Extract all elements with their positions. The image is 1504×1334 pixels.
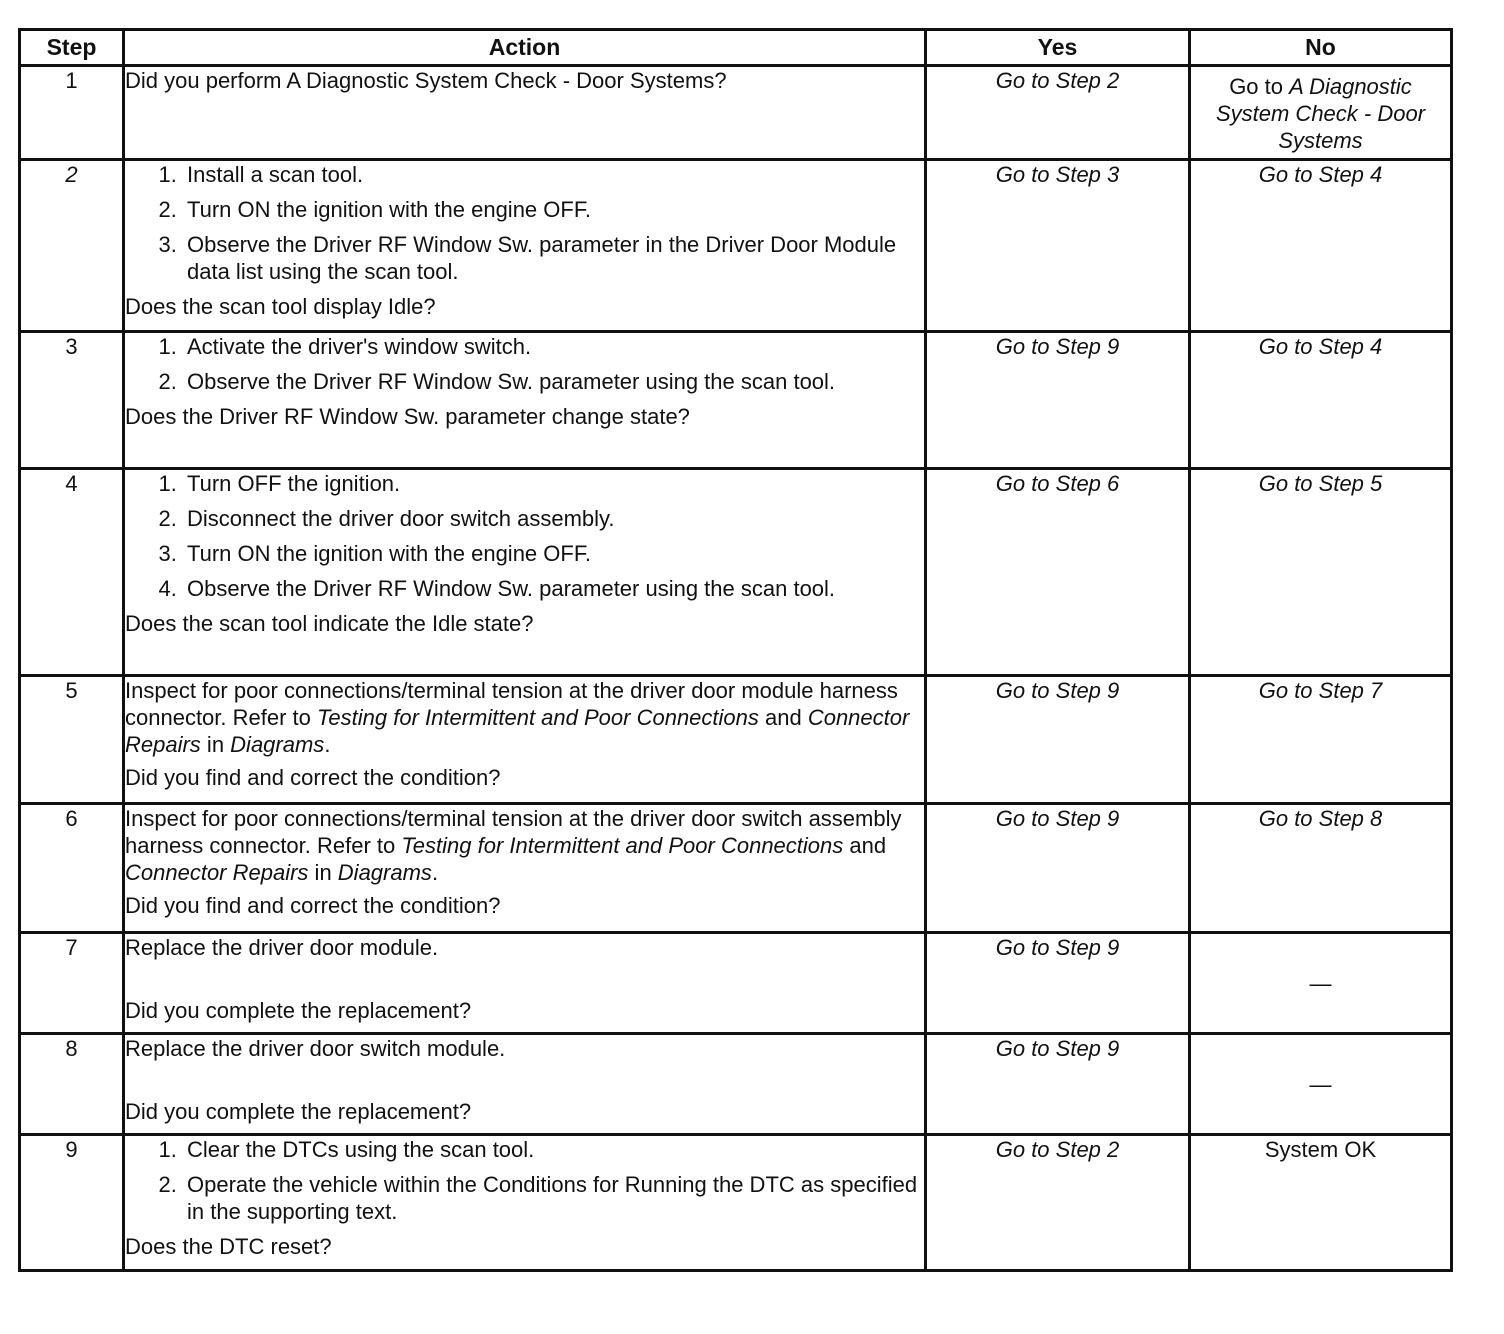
yes-result: Go to Step 3 bbox=[926, 160, 1190, 332]
header-step: Step bbox=[20, 30, 124, 66]
table-row bbox=[20, 332, 1452, 469]
action-cell bbox=[124, 469, 926, 676]
action-text: Replace the driver door module. bbox=[125, 935, 439, 960]
no-result: System OK bbox=[1190, 1135, 1452, 1271]
diagnostic-table bbox=[18, 28, 1453, 1272]
no-result: — bbox=[1190, 1034, 1452, 1135]
table-row bbox=[20, 469, 1452, 676]
action-cell bbox=[124, 332, 926, 469]
action-text-part: Inspect for poor connections/terminal tension at the driver door module harness connector. Refer to bbox=[125, 678, 898, 730]
action-step-item: 4. Observe the Driver RF Window Sw. parameter using the scan tool. bbox=[183, 575, 924, 602]
doc-reference: Diagrams bbox=[230, 732, 325, 757]
action-text bbox=[125, 805, 924, 886]
action-cell bbox=[124, 1135, 926, 1271]
action-step-item: 2. Observe the Driver RF Window Sw. parameter using the scan tool. bbox=[183, 368, 924, 395]
action-text-part: Inspect for poor connections/terminal tension at the driver door switch assembly harness connector. Refer to bbox=[125, 806, 902, 858]
action-text: Did you perform A Diagnostic System Check - Door Systems? bbox=[125, 68, 727, 93]
action-question: Does the scan tool display Idle? bbox=[125, 294, 436, 319]
action-text-part: in bbox=[200, 732, 231, 757]
no-result: Go to Step 4 bbox=[1190, 160, 1452, 332]
header-row bbox=[20, 30, 1452, 66]
step-number: 9 bbox=[20, 1135, 124, 1271]
action-text-part: and bbox=[758, 705, 808, 730]
yes-result: Go to Step 2 bbox=[926, 1135, 1190, 1271]
action-step-item: 2. Operate the vehicle within the Conditions for Running the DTC as specified in the supporting text. bbox=[183, 1171, 924, 1225]
action-step-item: 1. Install a scan tool. bbox=[183, 161, 924, 188]
step-number: 5 bbox=[20, 676, 124, 804]
action-text: Replace the driver door switch module. bbox=[125, 1036, 506, 1061]
doc-reference: Connector Repairs bbox=[125, 860, 309, 885]
action-text-part: . bbox=[431, 860, 439, 885]
yes-result: Go to Step 9 bbox=[926, 933, 1190, 1034]
action-question: Did you find and correct the condition? bbox=[125, 893, 501, 918]
action-text-part: in bbox=[308, 860, 338, 885]
action-cell bbox=[124, 804, 926, 933]
table-row bbox=[20, 160, 1452, 332]
doc-reference: Diagrams bbox=[337, 860, 432, 885]
no-result: — bbox=[1190, 933, 1452, 1034]
action-cell bbox=[124, 1034, 926, 1135]
header-action: Action bbox=[124, 30, 926, 66]
action-steps-list bbox=[125, 333, 924, 395]
step-number: 8 bbox=[20, 1034, 124, 1135]
action-question: Did you complete the replacement? bbox=[125, 998, 472, 1023]
doc-reference: Testing for Intermittent and Poor Connections bbox=[401, 833, 844, 858]
action-step-item: 1. Turn OFF the ignition. bbox=[183, 470, 924, 497]
action-steps-list bbox=[125, 470, 924, 602]
action-steps-list bbox=[125, 1136, 924, 1225]
header-yes: Yes bbox=[926, 30, 1190, 66]
table-row bbox=[20, 66, 1452, 160]
action-question: Did you find and correct the condition? bbox=[125, 765, 501, 790]
action-question: Did you complete the replacement? bbox=[125, 1099, 472, 1124]
action-step-item: 2. Turn ON the ignition with the engine OFF. bbox=[183, 196, 924, 223]
action-steps-list bbox=[125, 161, 924, 285]
yes-result: Go to Step 6 bbox=[926, 469, 1190, 676]
action-step-item: 2. Disconnect the driver door switch assembly. bbox=[183, 505, 924, 532]
table-row bbox=[20, 676, 1452, 804]
step-number: 2 bbox=[20, 160, 124, 332]
action-question: Does the DTC reset? bbox=[125, 1234, 332, 1259]
no-result bbox=[1190, 66, 1452, 160]
table-row bbox=[20, 933, 1452, 1034]
yes-result: Go to Step 9 bbox=[926, 676, 1190, 804]
doc-reference: Testing for Intermittent and Poor Connections bbox=[317, 705, 759, 730]
yes-result: Go to Step 9 bbox=[926, 804, 1190, 933]
no-result-prefix: Go to bbox=[1229, 74, 1290, 99]
yes-result: Go to Step 9 bbox=[926, 1034, 1190, 1135]
action-text-part: and bbox=[843, 833, 887, 858]
action-step-item: 3. Observe the Driver RF Window Sw. parameter in the Driver Door Module data list using the scan tool. bbox=[183, 231, 924, 285]
step-number: 4 bbox=[20, 469, 124, 676]
action-step-item: 1. Activate the driver's window switch. bbox=[183, 333, 924, 360]
table-row bbox=[20, 1135, 1452, 1271]
action-step-item: 3. Turn ON the ignition with the engine OFF. bbox=[183, 540, 924, 567]
step-number: 6 bbox=[20, 804, 124, 933]
action-cell bbox=[124, 676, 926, 804]
step-number: 7 bbox=[20, 933, 124, 1034]
action-cell bbox=[124, 160, 926, 332]
action-question: Does the Driver RF Window Sw. parameter change state? bbox=[125, 404, 690, 429]
no-result: Go to Step 4 bbox=[1190, 332, 1452, 469]
step-number: 1 bbox=[20, 66, 124, 160]
action-step-item: 1. Clear the DTCs using the scan tool. bbox=[183, 1136, 924, 1163]
header-no: No bbox=[1190, 30, 1452, 66]
no-result: Go to Step 8 bbox=[1190, 804, 1452, 933]
table-row bbox=[20, 804, 1452, 933]
yes-result: Go to Step 9 bbox=[926, 332, 1190, 469]
action-question: Does the scan tool indicate the Idle state? bbox=[125, 611, 534, 636]
no-result: Go to Step 5 bbox=[1190, 469, 1452, 676]
yes-result: Go to Step 2 bbox=[926, 66, 1190, 160]
action-text-part: . bbox=[324, 732, 331, 757]
no-result-reference: A Diagnostic System Check - Door Systems bbox=[1215, 74, 1426, 153]
doc-reference: Connector Repairs bbox=[125, 705, 910, 757]
no-result: Go to Step 7 bbox=[1190, 676, 1452, 804]
table-row bbox=[20, 1034, 1452, 1135]
step-number: 3 bbox=[20, 332, 124, 469]
action-text bbox=[125, 677, 924, 758]
action-cell bbox=[124, 933, 926, 1034]
action-cell bbox=[124, 66, 926, 160]
